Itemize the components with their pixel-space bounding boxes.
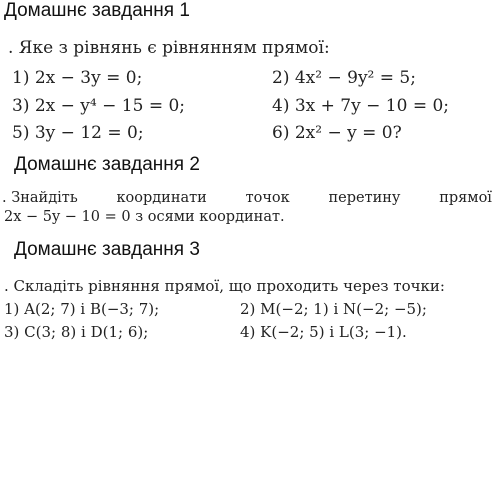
task2-word-3: точок bbox=[245, 190, 290, 206]
task3-prompt: . Складіть рівняння прямої, що проходить через точки: bbox=[4, 277, 445, 295]
task2-word-4: перетину bbox=[328, 190, 401, 206]
task3-item-3: 3) C(3; 8) і D(1; 6); bbox=[4, 323, 149, 341]
task1-equation-3: 3) 2x − y⁴ − 15 = 0; bbox=[12, 96, 186, 116]
task3-item-4: 4) K(−2; 5) і L(3; −1). bbox=[240, 323, 407, 341]
task1-heading: Домашнє завдання 1 bbox=[4, 0, 190, 21]
task1-equation-1: 1) 2x − 3y = 0; bbox=[12, 68, 143, 88]
task2-heading: Домашнє завдання 2 bbox=[14, 154, 200, 175]
task1-equation-2: 2) 4x² − 9y² = 5; bbox=[272, 68, 416, 88]
task3-item-2: 2) M(−2; 1) і N(−2; −5); bbox=[240, 300, 427, 318]
task2-word-1: . Знайдіть bbox=[2, 190, 78, 206]
task1-equation-5: 5) 3y − 12 = 0; bbox=[12, 123, 144, 143]
task1-prompt: . Яке з рівнянь є рівнянням прямої: bbox=[8, 38, 330, 58]
task2-word-2: координати bbox=[116, 190, 207, 206]
task1-equation-6: 6) 2x² − y = 0? bbox=[272, 123, 402, 143]
task2-word-5: прямої bbox=[439, 190, 492, 206]
task2-line2: 2x − 5y − 10 = 0 з осями координат. bbox=[4, 209, 285, 225]
task1-equation-4: 4) 3x + 7y − 10 = 0; bbox=[272, 96, 450, 116]
task2-line1 bbox=[2, 190, 492, 206]
task3-item-1: 1) A(2; 7) і B(−3; 7); bbox=[4, 300, 160, 318]
task3-heading: Домашнє завдання 3 bbox=[14, 239, 200, 260]
